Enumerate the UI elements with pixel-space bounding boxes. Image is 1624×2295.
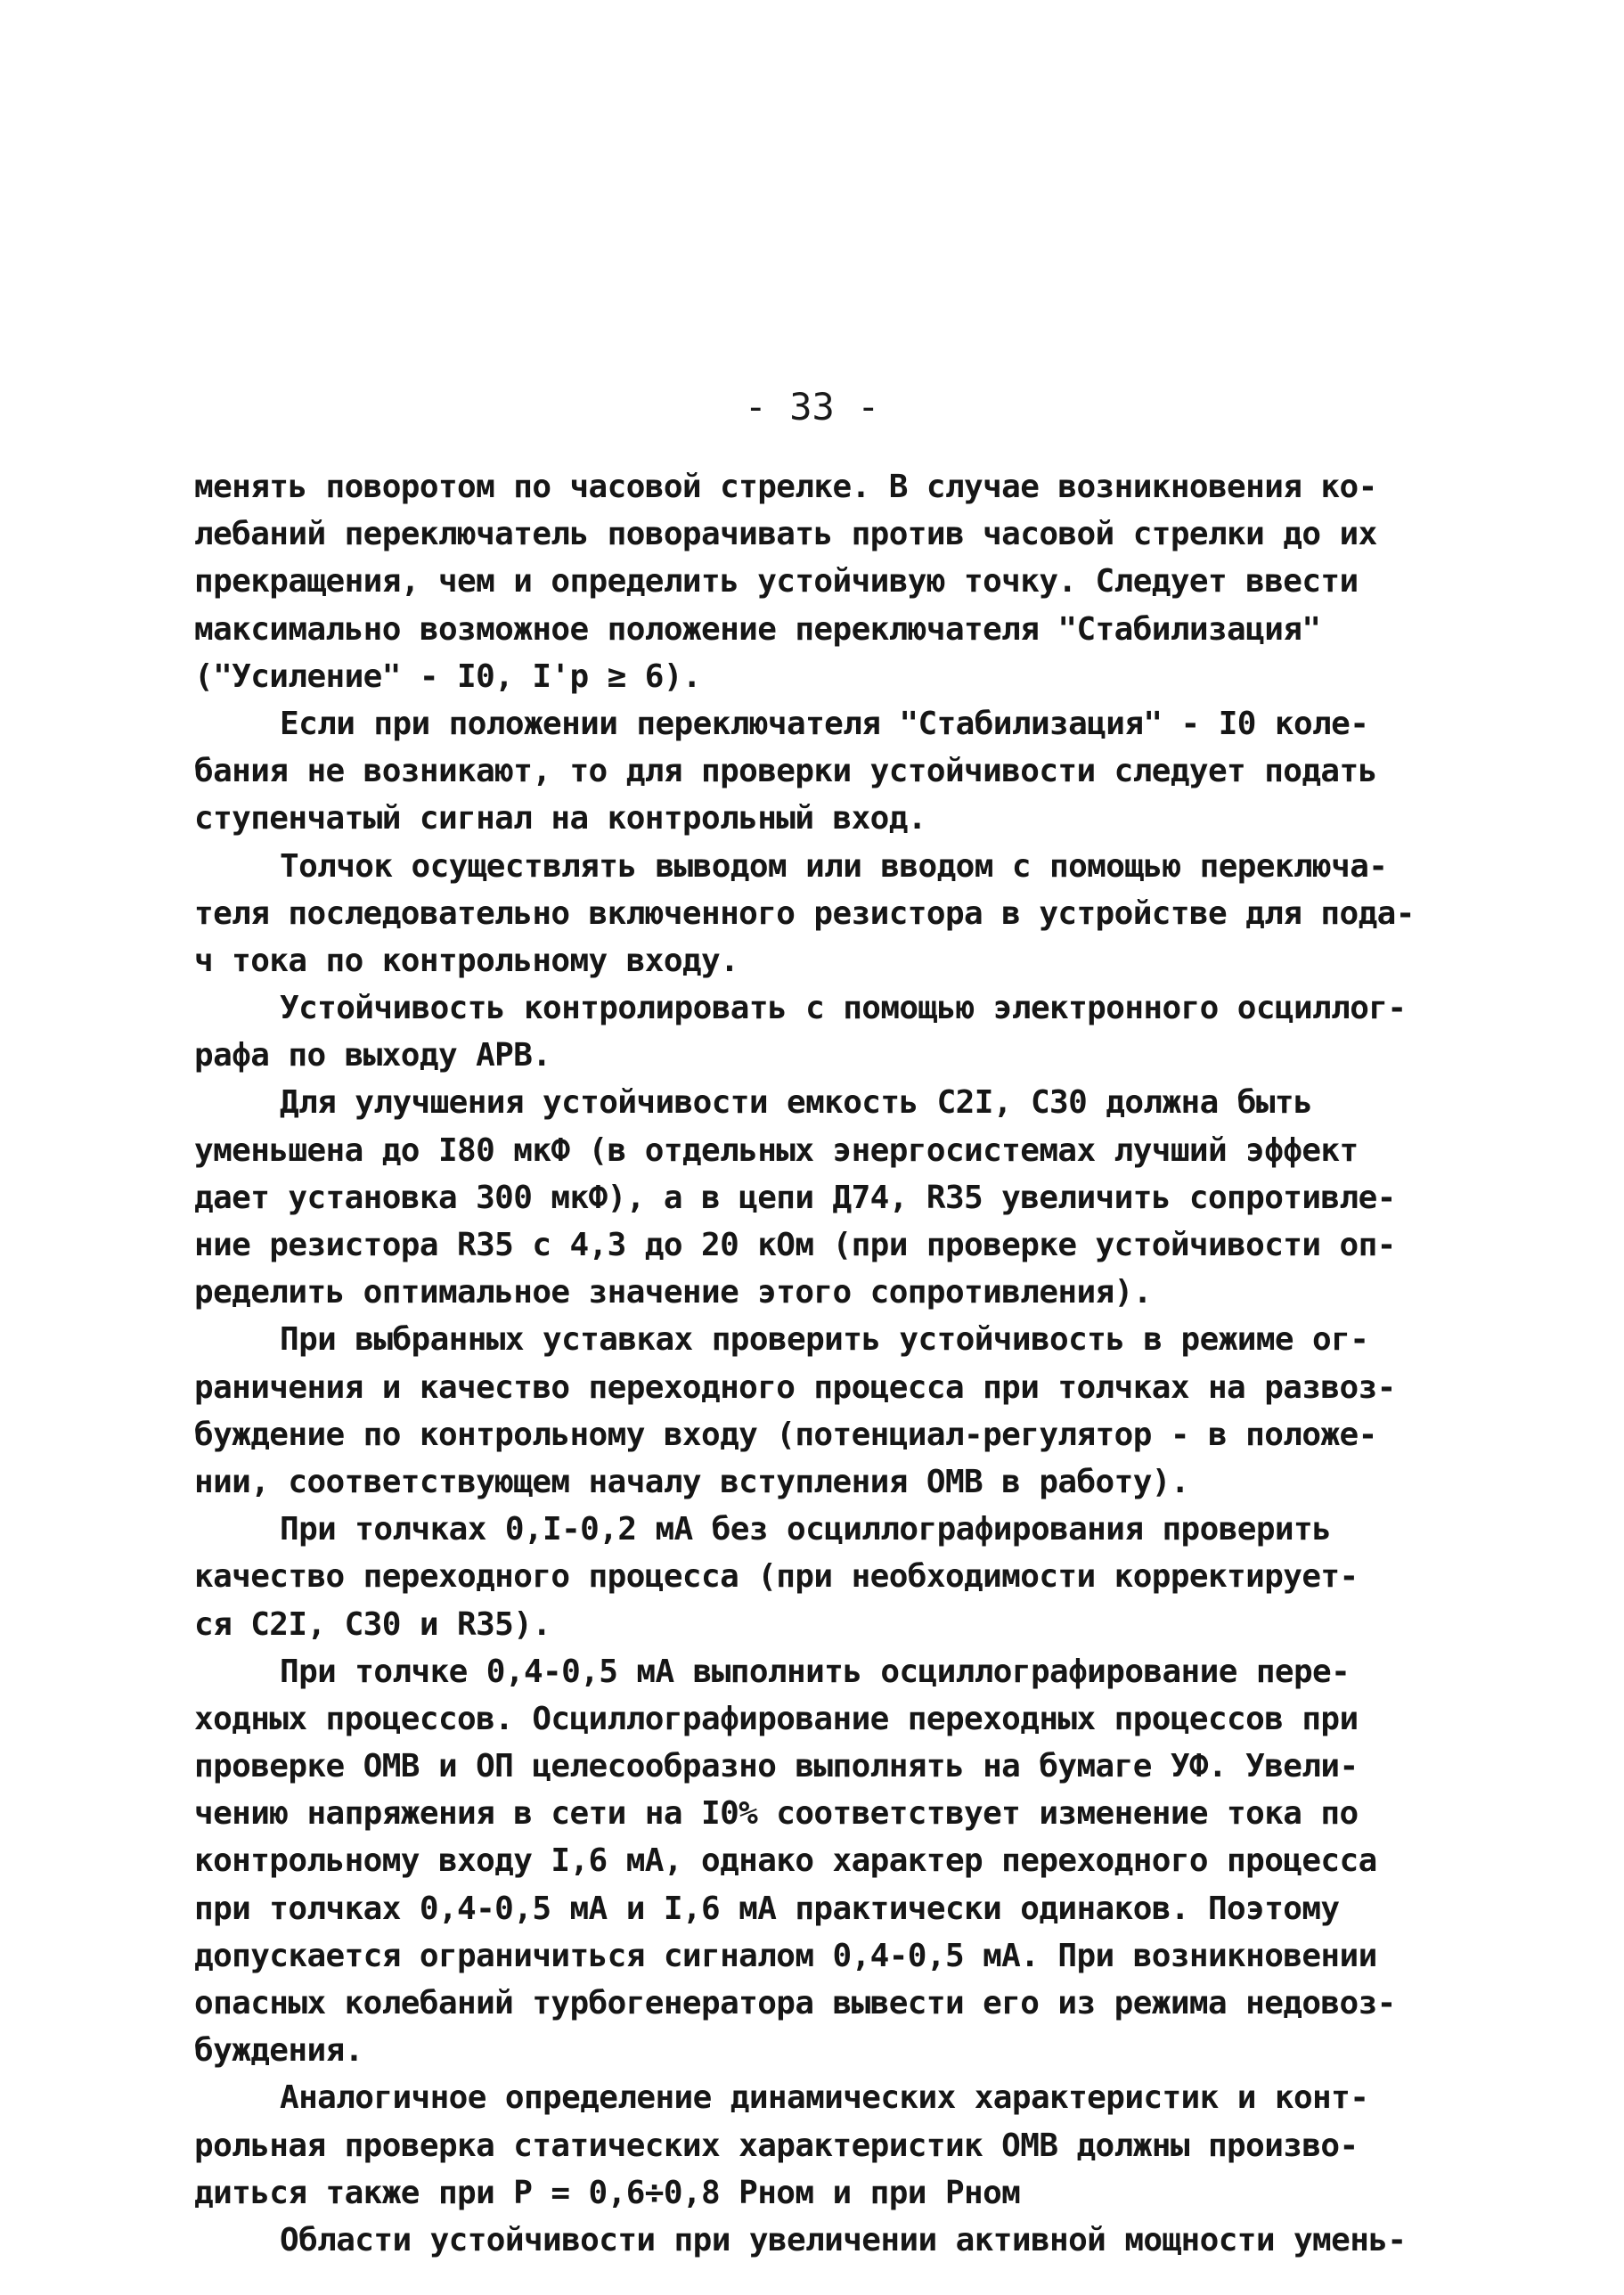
text-line: Если при положении переключателя "Стабилизация" - I0 коле- bbox=[280, 705, 1369, 742]
text-line: буждения. bbox=[194, 2032, 363, 2070]
text-line: ("Усиление" - I0, I'p ≥ 6). bbox=[194, 657, 701, 695]
text-line: нии, соответствующем началу вступления ОМВ в работу). bbox=[194, 1463, 1189, 1500]
text-line: опасных колебаний турбогенератора вывести его из режима недовоз- bbox=[194, 1985, 1396, 2021]
text-line: ч тока по контрольному входу. bbox=[194, 942, 739, 979]
text-line: чению напряжения в сети на I0% соответствует изменение тока по bbox=[194, 1795, 1359, 1833]
text-line: ступенчатый сигнал на контрольный вход. bbox=[194, 800, 926, 837]
text-line: ся С2I, С30 и R35). bbox=[194, 1605, 551, 1643]
text-line: ределить оптимальное значение этого сопротивления). bbox=[194, 1274, 1152, 1311]
text-line: Устойчивость контролировать с помощью электронного осциллог- bbox=[280, 990, 1407, 1027]
text-line: рольная проверка статических характеристик ОМВ должны произво- bbox=[194, 2127, 1359, 2164]
text-line: При выбранных уставках проверить устойчивость в режиме ог- bbox=[280, 1321, 1369, 1359]
page-number: - 33 - bbox=[744, 385, 880, 429]
text-line: диться также при P = 0,6÷0,8 Pном и при Pном bbox=[194, 2174, 1021, 2211]
text-line: рафа по выходу АРВ. bbox=[194, 1037, 551, 1074]
text-line: теля последовательно включенного резистора в устройстве для пода- bbox=[194, 894, 1415, 932]
text-line: ходных процессов. Осциллографирование переходных процессов при bbox=[194, 1700, 1359, 1737]
text-line: Толчок осуществлять выводом или вводом с помощью переключа- bbox=[280, 847, 1388, 885]
text-line: проверке ОМВ и ОП целесообразно выполнять на бумаге УФ. Увели- bbox=[194, 1748, 1359, 1785]
text-line: раничения и качество переходного процесса при толчках на развоз- bbox=[194, 1368, 1396, 1406]
text-line: При толчках 0,I-0,2 мА без осциллографирования проверить bbox=[280, 1511, 1332, 1548]
text-line: ние резистора R35 с 4,3 до 20 кОм (при проверке устойчивости оп- bbox=[194, 1227, 1396, 1263]
text-line: качество переходного процесса (при необходимости корректирует- bbox=[194, 1558, 1359, 1596]
text-line: менять поворотом по часовой стрелке. В случае возникновения ко- bbox=[194, 469, 1377, 505]
text-line: уменьшена до I80 мкФ (в отдельных энергосистемах лучший эффект bbox=[194, 1131, 1359, 1169]
text-line: прекращения, чем и определить устойчивую точку. Следует ввести bbox=[194, 563, 1359, 600]
text-line: контрольному входу I,6 мА, однако характер переходного процесса bbox=[194, 1842, 1377, 1880]
text-line: дает установка 300 мкФ), а в цепи Д74, R35 увеличить сопротивле- bbox=[194, 1179, 1396, 1216]
text-line: Для улучшения устойчивости емкость С2I, С30 должна быть bbox=[280, 1084, 1313, 1122]
text-line: Аналогичное определение динамических характеристик и конт- bbox=[280, 2079, 1369, 2117]
text-line: буждение по контрольному входу (потенциал-регулятор - в положе- bbox=[194, 1416, 1377, 1453]
text-line: при толчках 0,4-0,5 мА и I,6 мА практически одинаков. Поэтому bbox=[194, 1890, 1340, 1927]
text-line: бания не возникают, то для проверки устойчивости следует подать bbox=[194, 753, 1377, 790]
body-text bbox=[194, 463, 1415, 2264]
text-line: допускается ограничиться сигналом 0,4-0,5 мА. При возникновении bbox=[194, 1937, 1377, 1974]
text-line: максимально возможное положение переключателя "Стабилизация" bbox=[194, 610, 1321, 648]
text-line: Области устойчивости при увеличении активной мощности умень- bbox=[280, 2221, 1407, 2258]
text-line: При толчке 0,4-0,5 мА выполнить осциллографирование пере- bbox=[280, 1653, 1351, 1690]
text-line: лебаний переключатель поворачивать против часовой стрелки до их bbox=[194, 516, 1377, 553]
